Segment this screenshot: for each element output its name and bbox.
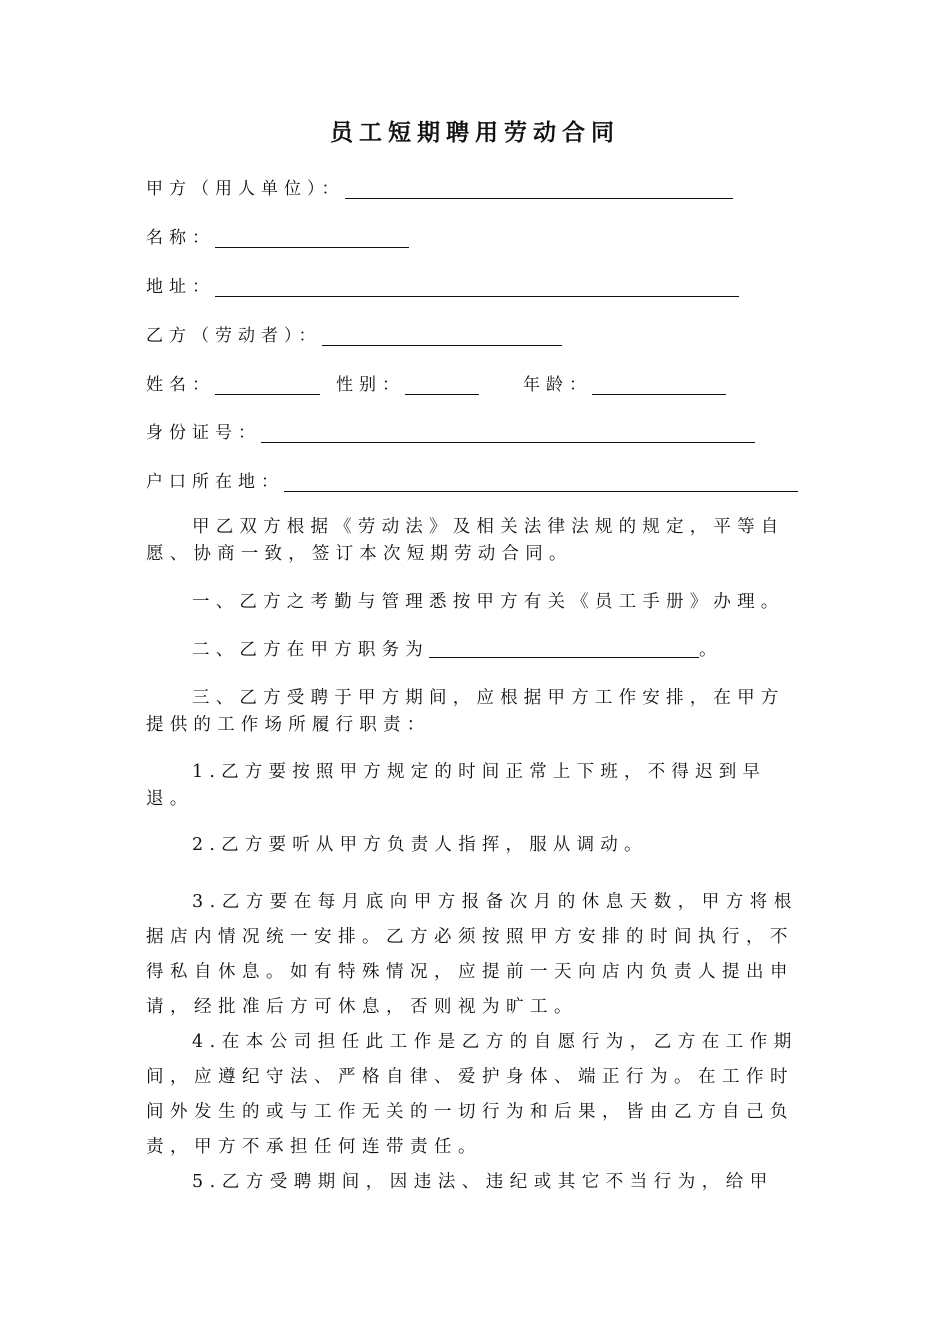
item-2: 2.乙方要听从甲方负责人指挥，服从调动。: [192, 835, 648, 855]
gender-label: 性别：: [336, 375, 405, 395]
hukou-blank[interactable]: [284, 473, 798, 492]
document-title: 员工短期聘用劳动合同: [330, 119, 620, 146]
party-b-label: 乙方（劳动者）：: [146, 326, 322, 346]
id-number-field: [146, 418, 755, 443]
id-number-blank[interactable]: [261, 424, 755, 443]
intro-paragraph: 甲乙双方根据《劳动法》及相关法律法规的规定，平等自愿、协商一致，签订本次短期劳动合同。: [146, 517, 785, 564]
hukou-label: 户口所在地：: [146, 472, 284, 492]
item-1: 1.乙方要按照甲方规定的时间正常上下班，不得迟到早退。: [146, 762, 767, 809]
position-blank[interactable]: [429, 639, 699, 658]
party-a-label: 甲方（用人单位）：: [146, 179, 345, 199]
full-name-blank[interactable]: [215, 376, 320, 395]
personal-info-row: [146, 370, 726, 395]
item-4: 4.在本公司担任此工作是乙方的自愿行为，乙方在工作期间，应遵纪守法、严格自律、爱护身体、端正行为。在工作时间外发生的或与工作无关的一切行为和后果，皆由乙方自己负责，甲方不承担任何连带责任。: [146, 1032, 798, 1157]
address-label: 地址：: [146, 277, 215, 297]
clause-1: 一、乙方之考勤与管理悉按甲方有关《员工手册》办理。: [192, 592, 785, 612]
party-b-field: [146, 321, 562, 346]
name-field: [146, 223, 409, 248]
hukou-field: [146, 467, 798, 492]
clause-2-end: 。: [699, 640, 723, 660]
party-b-blank[interactable]: [322, 327, 562, 346]
full-name-label: 姓名：: [146, 375, 215, 395]
item-5: 5.乙方受聘期间，因违法、违纪或其它不当行为，给甲: [192, 1172, 774, 1192]
party-a-blank[interactable]: [345, 180, 733, 199]
name-blank[interactable]: [215, 229, 409, 248]
gender-blank[interactable]: [405, 376, 479, 395]
id-number-label: 身份证号：: [146, 423, 261, 443]
age-label: 年龄：: [523, 375, 592, 395]
clause-3: 三、乙方受聘于甲方期间，应根据甲方工作安排，在甲方提供的工作场所履行职责：: [146, 688, 785, 735]
clause-2: [146, 637, 806, 664]
item-3: 3.乙方要在每月底向甲方报备次月的休息天数，甲方将根据店内情况统一安排。乙方必须按照甲方安排的时间执行，不得私自休息。如有特殊情况，应提前一天向店内负责人提出申请，经批准后方可休息，否则视为旷工。: [146, 892, 798, 1017]
party-a-field: [146, 174, 733, 199]
address-blank[interactable]: [215, 278, 739, 297]
address-field: [146, 272, 739, 297]
age-blank[interactable]: [592, 376, 726, 395]
clause-2-text: 二、乙方在甲方职务为: [192, 640, 429, 660]
name-label: 名称：: [146, 228, 215, 248]
